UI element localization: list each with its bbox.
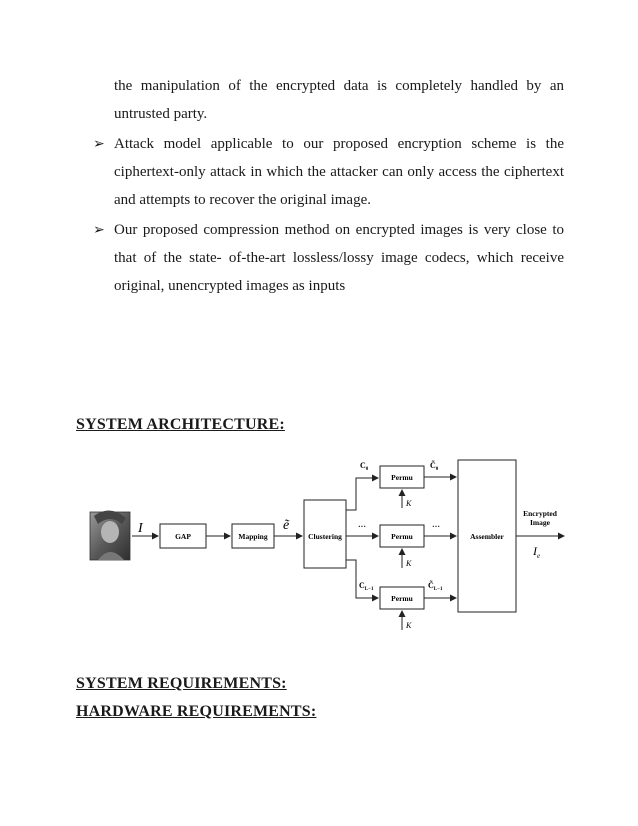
c0-out-label: $C̃_0$ <box>430 461 439 472</box>
paragraph-continuation: the manipulation of the encrypted data is completely handled by an untrusted party. <box>114 78 564 122</box>
input-image-thumbnail <box>90 510 130 560</box>
heading-system-architecture: SYSTEM ARCHITECTURE: <box>76 416 285 433</box>
e-tilde-label: ẽ <box>283 518 290 533</box>
key-label: K <box>406 621 412 630</box>
permu-label: Permu <box>391 594 413 603</box>
heading-hardware-requirements: HARDWARE REQUIREMENTS: <box>76 703 317 720</box>
cl1-label: $C_{L-1}$ <box>359 581 374 592</box>
permu-label: Permu <box>391 532 413 541</box>
encrypted-image-label-line1: Encrypted <box>523 509 557 518</box>
output-label: $I_e$ <box>533 544 541 560</box>
clustering-label: Clustering <box>308 532 342 541</box>
encrypted-image-label-line2: Image <box>530 518 550 527</box>
input-label: I <box>138 521 143 536</box>
key-label: K <box>406 499 412 508</box>
bullet-icon: ➢ <box>93 222 105 238</box>
paragraph-attack-model: Attack model applicable to our proposed encryption scheme is the ciphertext-only attack in which the attacker can only access the ciphertext and attempts to recover the original image. <box>114 136 564 208</box>
assembler-label: Assembler <box>470 532 504 541</box>
heading-system-requirements: SYSTEM REQUIREMENTS: <box>76 675 287 692</box>
dots-right: ··· <box>432 522 441 531</box>
dots-left: ··· <box>358 522 367 531</box>
bullet-icon: ➢ <box>93 136 105 152</box>
cl1-out-label: $C̃_{L-1}$ <box>428 581 443 592</box>
c0-label: $C_0$ <box>360 461 369 472</box>
key-label: K <box>406 559 412 568</box>
system-architecture-diagram <box>80 452 570 642</box>
gap-label: GAP <box>175 532 191 541</box>
mapping-label: Mapping <box>238 532 268 541</box>
paragraph-compression-method: Our proposed compression method on encrypted images is very close to that of the state- of-the-art lossless/lossy image codecs, which receive original, unencrypted images as inputs <box>114 222 564 294</box>
permu-label: Permu <box>391 473 413 482</box>
